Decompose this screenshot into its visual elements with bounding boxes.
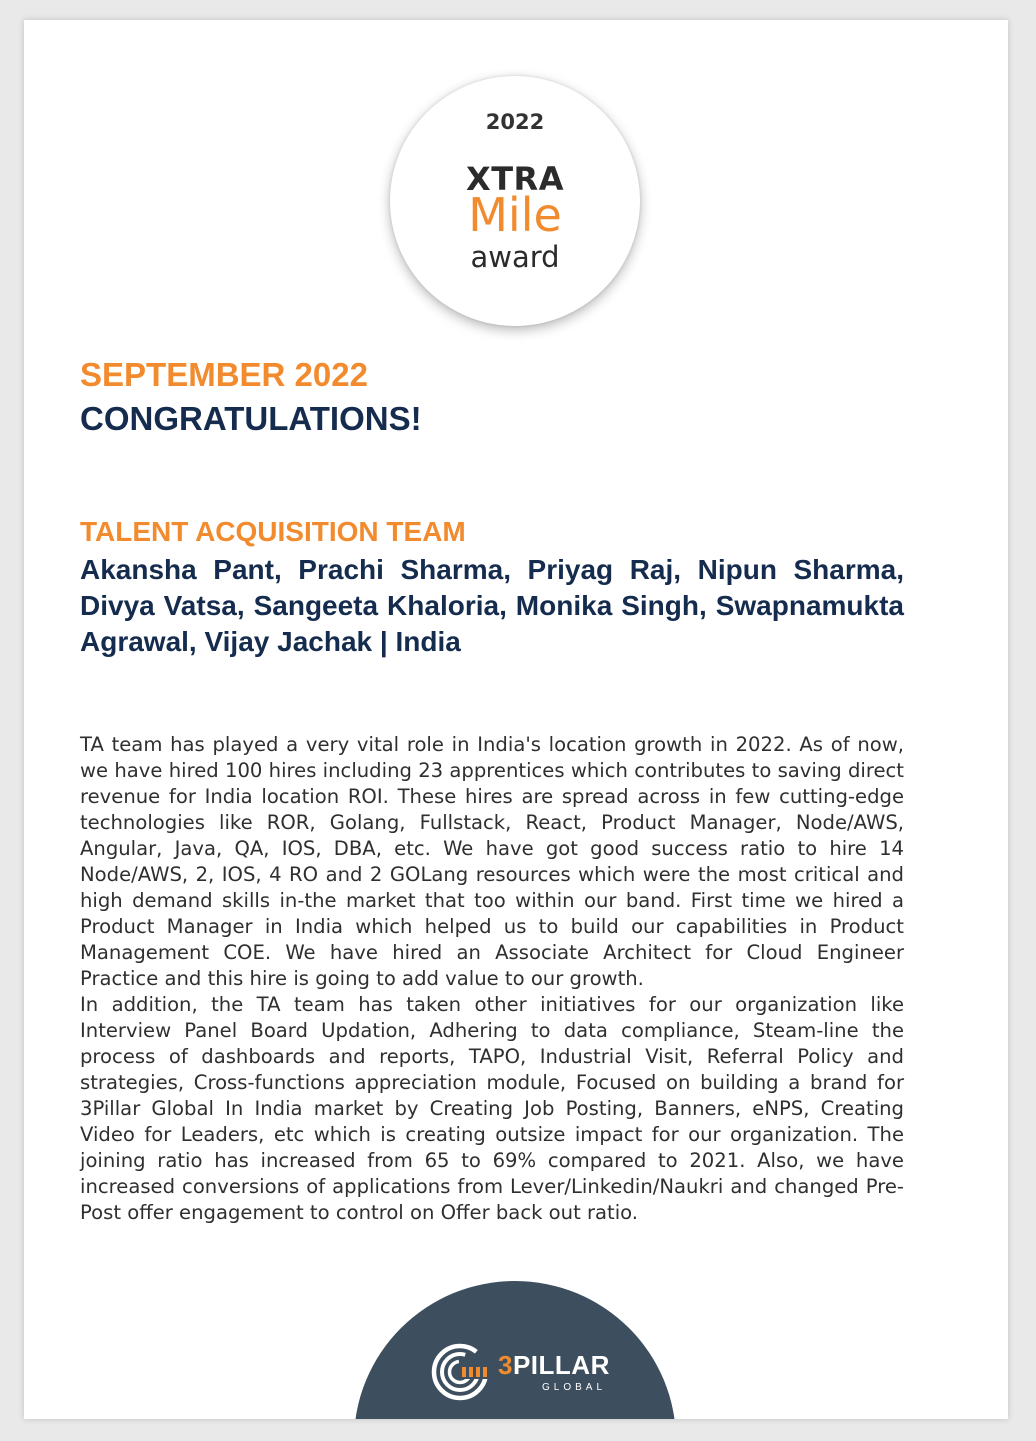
logo-number: 3 [498,1350,513,1380]
badge-year: 2022 [485,110,545,134]
logo-word: PILLAR [512,1350,610,1380]
3pillar-swirl-icon [426,1342,496,1402]
description-paragraph-2: In addition, the TA team has taken other initiatives for our organization like Interview Panel Board Updation, Adhering to data compliance, Steam-line the process of dashboards and reports, TAPO, Industrial Visit, Referral Policy and strategies, Cross-functions appreciation module, Focused on building a brand for 3Pillar Global In India market by Creating Job Posting, Banners, eNPS, Creating Video for Leaders, etc which is creating outsize impact for our organization. The joining ratio has increased from 65 to 69% compared to 2021. Also, we have increased conversions of applications from Lever/Linkedin/Naukri and changed Pre-Post offer engagement to control on Offer back out ratio. [80,993,904,1224]
team-title: TALENT ACQUISITION TEAM [80,516,466,547]
description-paragraph-1: TA team has played a very vital role in India's location growth in 2022. As of now, we have hired 100 hires including 23 apprentices which contributes to saving direct revenue for India location ROI. These hires are spread across in few cutting-edge technologies like ROR, Golang, Fullstack, React, Product Manager, Node/AWS, Angular, Java, QA, IOS, DBA, etc. We have got good success ratio to hire 14 Node/AWS, 2, IOS, 4 RO and 2 GOLang resources which were the most critical and high demand skills in-the market that too within our band. First time we hired a Product Manager in India which helped us to build our capabilities in Product Management COE. We have hired an Associate Architect for Cloud Engineer Practice and this hire is going to add value to our growth. [80,733,904,990]
3pillar-global-logo [426,1342,626,1402]
xtra-mile-award-badge [390,76,640,326]
congratulations-heading: CONGRATULATIONS! [80,400,422,437]
award-description [80,732,904,1226]
logo-subtitle: GLOBAL [542,1382,607,1393]
badge-xtra-text: XTRA [466,160,564,198]
logo-wordmark [498,1350,610,1381]
award-document [24,20,1008,1419]
badge-award-text: award [470,240,560,274]
badge-mile-text: Mile [468,188,562,242]
team-members: Akansha Pant, Prachi Sharma, Priyag Raj, Nipun Sharma, Divya Vatsa, Sangeeta Khaloria, Monika Singh, Swapnamukta Agrawal, Vijay Jachak | India [80,554,904,657]
award-month-heading: SEPTEMBER 2022 [80,356,368,393]
